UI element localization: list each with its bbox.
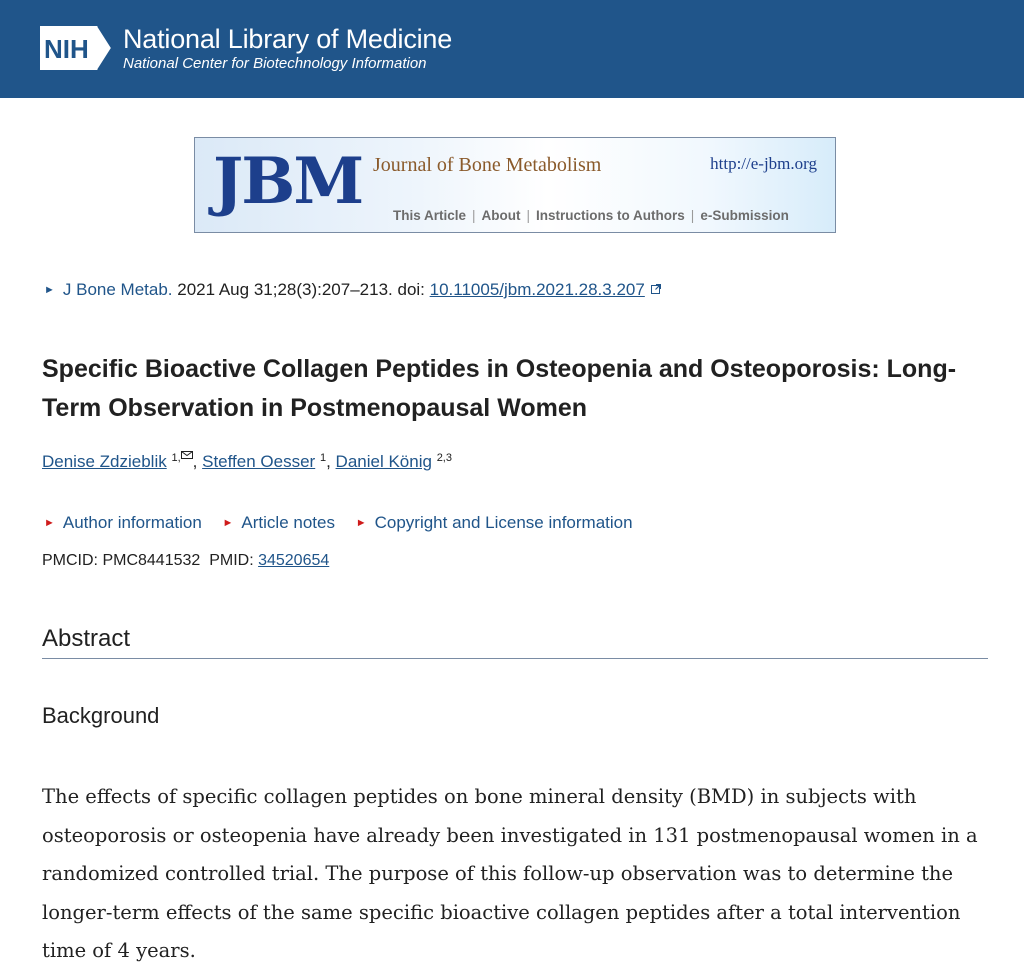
external-link-icon[interactable] <box>651 284 661 294</box>
site-subtitle: National Center for Biotechnology Information <box>123 55 427 72</box>
citation-line <box>44 280 661 300</box>
site-title[interactable]: National Library of Medicine <box>123 24 453 54</box>
mail-icon[interactable] <box>181 451 193 459</box>
author-separator: , <box>192 452 198 471</box>
journal-link-this-article[interactable]: This Article <box>393 208 467 223</box>
nih-logo-text: NIH <box>44 34 89 64</box>
journal-link-about[interactable]: About <box>481 208 521 223</box>
journal-url[interactable]: http://e-jbm.org <box>710 154 817 173</box>
author-list <box>42 451 452 472</box>
nih-logo[interactable] <box>36 22 116 74</box>
divider: | <box>472 208 476 223</box>
abstract-paragraph: The effects of specific collagen peptides on bone mineral density (BMD) in subjects with osteoporosis or osteopenia have already been investigated in 131 postmenopausal women in a randomized controlled trial. The purpose of this follow-up observation was to determine the longer-term effects of the same specific bioactive collagen peptides after a total intervention time of 4 years. <box>42 785 978 962</box>
site-header <box>0 0 1024 98</box>
pmcid-value: PMC8441532 <box>102 552 201 569</box>
author-link[interactable]: Daniel König <box>335 452 432 471</box>
pmid-link[interactable]: 34520654 <box>258 552 330 569</box>
article-info-links <box>44 513 649 533</box>
pmcid-label: PMCID: <box>42 552 103 569</box>
pmid-label: PMID: <box>209 552 259 569</box>
background-heading: Background <box>42 703 160 728</box>
article-title: Specific Bioactive Collagen Peptides in Osteopenia and Osteoporosis: Long-Term Observation in Postmenopausal Women <box>42 355 957 422</box>
author-information-toggle[interactable]: Author information <box>62 513 202 532</box>
author-affiliation[interactable]: 1, <box>171 452 181 464</box>
author-separator: , <box>326 452 331 471</box>
divider <box>42 658 988 659</box>
copyright-license-toggle[interactable]: Copyright and License information <box>374 513 633 532</box>
journal-banner <box>194 137 836 233</box>
journal-citation-link[interactable]: J Bone Metab. <box>62 280 173 299</box>
author-affiliation[interactable]: 1 <box>319 452 327 464</box>
citation-details: 2021 Aug 31;28(3):207–213. doi: <box>172 280 430 299</box>
journal-nav <box>393 208 789 223</box>
author-link[interactable]: Denise Zdzieblik <box>42 452 167 471</box>
journal-link-esubmission[interactable]: e-Submission <box>700 208 789 223</box>
article-ids <box>42 552 329 570</box>
journal-logo[interactable]: JBM <box>213 144 363 219</box>
divider: | <box>526 208 531 223</box>
author-affiliation[interactable]: 2,3 <box>436 452 452 464</box>
triangle-right-icon[interactable]: ► <box>44 284 55 296</box>
journal-link-instructions[interactable]: Instructions to Authors <box>536 208 685 223</box>
abstract-heading: Abstract <box>42 625 131 652</box>
doi-link[interactable]: 10.11005/jbm.2021.28.3.207 <box>429 280 645 299</box>
triangle-right-icon: ► <box>355 517 367 529</box>
journal-name: Journal of Bone Metabolism <box>373 154 602 176</box>
triangle-right-icon: ► <box>44 517 55 529</box>
author-link[interactable]: Steffen Oesser <box>202 452 316 471</box>
article-notes-toggle[interactable]: Article notes <box>241 513 335 532</box>
triangle-right-icon: ► <box>222 517 234 529</box>
divider: | <box>690 208 695 223</box>
